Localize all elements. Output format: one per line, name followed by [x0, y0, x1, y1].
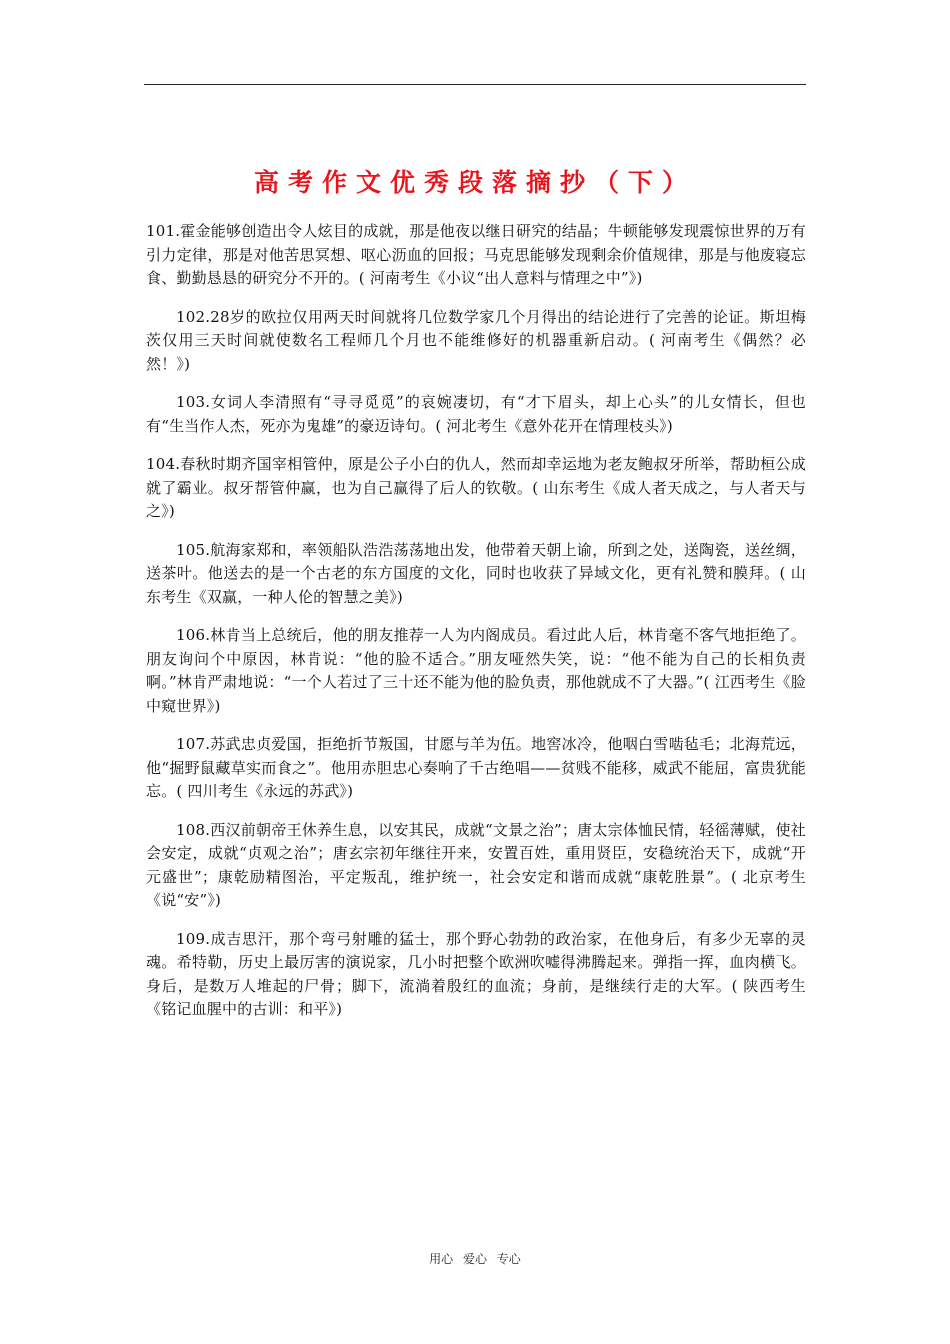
- paragraph-108: 108.西汉前朝帝王休养生息，以安其民，成就“文景之治”；唐太宗体恤民情，轻徭薄赋，使社会安定，成就“贞观之治”；唐玄宗初年继往开来，安置百姓，重用贤臣，安稳统治天下，成就“开元盛世”；康乾励精图治，平定叛乱，维护统一，社会安定和谐而成就“康乾胜景”。( 北京考生《说“安”》): [146, 820, 806, 909]
- header-rule: [144, 84, 806, 85]
- document-body: [146, 220, 806, 1037]
- paragraph-103: 103.女词人李清照有“寻寻觅觅”的哀婉凄切，有“才下眉头，却上心头”的儿女情长，但也有“生当作人杰，死亦为鬼雄”的豪迈诗句。( 河北考生《意外花开在情理枝头》): [146, 393, 806, 435]
- document-title: 高考作文优秀段落摘抄（下）: [253, 167, 696, 197]
- paragraph-101: 101.霍金能够创造出令人炫目的成就，那是他夜以继日研究的结晶；牛顿能够发现震惊世界的万有引力定律，那是对他苦思冥想、呕心沥血的回报；马克思能够发现剩余价值规律，那是与他废寝忘食、勤勤恳恳的研究分不开的。( 河南考生《小议“出人意料与情理之中”》): [146, 222, 806, 287]
- paragraph-102: 102.28岁的欧拉仅用两天时间就将几位数学家几个月得出的结论进行了完善的论证。斯坦梅茨仅用三天时间就使数名工程师几个月也不能维修好的机器重新启动。( 河南考生《偶然？必然！》): [146, 307, 806, 373]
- paragraph-107: 107.苏武忠贞爱国，拒绝折节叛国，甘愿与羊为伍。地窖冰冷，他咽白雪啮毡毛；北海荒远，他“掘野鼠藏草实而食之”。他用赤胆忠心奏响了千古绝唱——贫贱不能移，威武不能屈，富贵犹能忘。( 四川考生《永远的苏武》): [146, 735, 806, 800]
- paragraph-109: 109.成吉思汗，那个弯弓射雕的猛士，那个野心勃勃的政治家，在他身后，有多少无辜的灵魂。希特勒，历史上最厉害的演说家，几小时把整个欧洲吹嘘得沸腾起来。弹指一挥，血肉横飞。身后，是数万人堆起的尸骨；脚下，流淌着殷红的血流；身前，是继续行走的大军。( 陕西考生《铭记血腥中的古训：和平》): [146, 929, 806, 1018]
- paragraph-104: 104.春秋时期齐国宰相管仲，原是公子小白的仇人，然而却幸运地为老友鲍叔牙所举，帮助桓公成就了霸业。叔牙帮管仲赢，也为自己赢得了后人的钦敬。( 山东考生《成人者天成之，与人者天与之》): [146, 455, 806, 520]
- paragraph-105: 105.航海家郑和，率领船队浩浩荡荡地出发，他带着天朝上谕，所到之处，送陶瓷，送丝绸，送茶叶。他送去的是一个古老的东方国度的文化，同时也收获了异域文化，更有礼赞和膜拜。( 山东考生《双赢，一种人伦的智慧之美》): [146, 540, 806, 606]
- paragraph-106: 106.林肯当上总统后，他的朋友推荐一人为内阁成员。看过此人后，林肯毫不客气地拒绝了。朋友询问个中原因，林肯说：“他的脸不适合。”朋友哑然失笑，说：“他不能为自己的长相负责啊。”林肯严肃地说：“一个人若过了三十还不能为他的脸负责，那他就成不了大器。”( 江西考生《脸中窥世界》): [146, 626, 806, 715]
- page-footer: 用心 爱心 专心: [429, 1252, 521, 1266]
